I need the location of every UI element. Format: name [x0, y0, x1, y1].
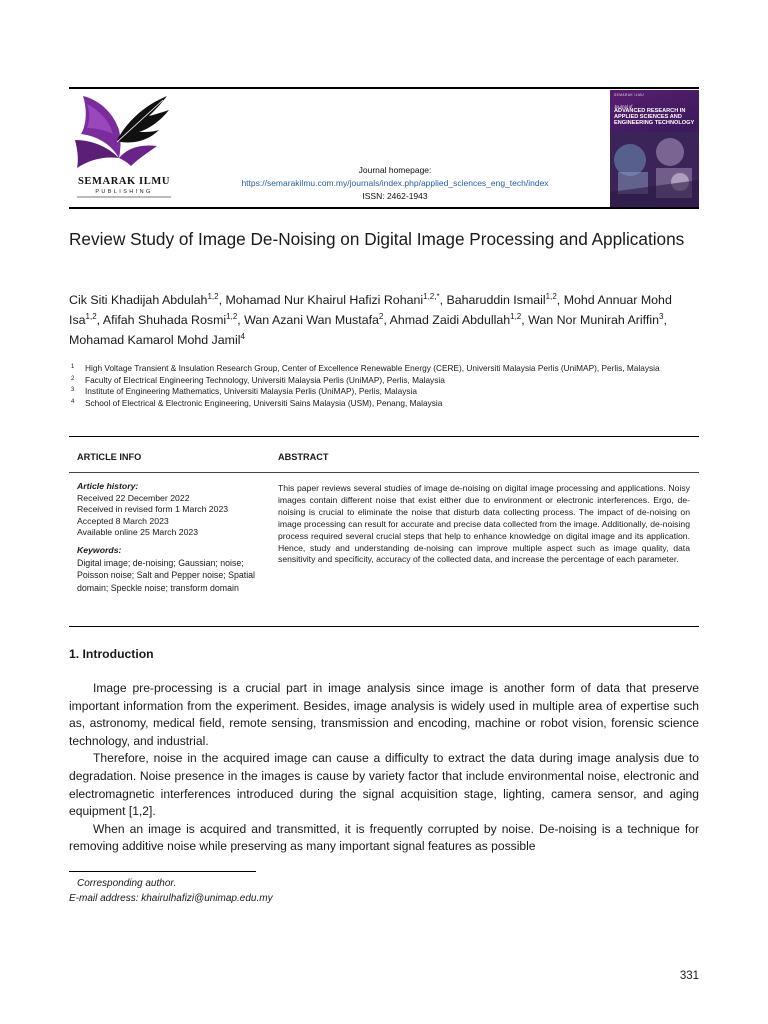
online-date: Available online 25 March 2023: [77, 527, 199, 537]
affiliation-number: 3: [71, 387, 75, 393]
publisher-logo: [69, 90, 179, 207]
logo-tagline-line: [77, 196, 171, 198]
affiliation-text: School of Electrical & Electronic Engineering, Universiti Sains Malaysia (USM), Penang, Malaysia: [85, 397, 443, 408]
intro-paragraph-2: Therefore, noise in the acquired image can cause a difficulty to extract the data during image analysis due to degradation. Noise presence in the images is cause by variety factor that include environmental noise, electronic and electromagnetic interferences introduced during the signal acquisition stage, lighting, camera sensor, and aging equipment [1,2].: [69, 751, 699, 819]
affiliation-text: Institute of Engineering Mathematics, Universiti Malaysia Perlis (UniMAP), Perlis, Malaysia: [85, 386, 417, 396]
author-affiliation-sup: 3: [658, 311, 664, 321]
author-affiliation-sup: 1,2: [545, 291, 557, 301]
logo-name: SEMARAK ILMU: [77, 176, 171, 187]
journal-info: [190, 164, 600, 203]
header-top-rule: [69, 87, 699, 89]
journal-cover: [610, 90, 699, 207]
author-affiliation-sup: 2: [378, 311, 384, 321]
page-number: 331: [679, 970, 699, 982]
author-name: Ahmad Zaidi Abdullah: [389, 313, 511, 327]
corresponding-email: E-mail address: khairulhafizi@unimap.edu.my: [69, 893, 273, 904]
abstract-text: This paper reviews several studies of image de-noising on digital image processing and applications. Noisy images contain different noise that exist either due to environment or electronic interferences. Ergo, de-noising is crucial to eliminate the noise that disturb data collecting process. The impact of de-noising on image processing can result for accurate and precise data collected from the image. Additionally, de-noising process required several crucial steps that help to enhance knowledge on digital image and its application. Hence, study and understanding de-noising can improve multiple aspect such as image quality, data sensitivity and specificity, accuracy of the collected data, and increase the percentage of each parameter.: [278, 483, 690, 565]
revised-date: Received in revised form 1 March 2023: [77, 504, 229, 514]
affiliation-number: 1: [71, 364, 75, 370]
author-name: Wan Azani Wan Mustafa: [244, 313, 379, 327]
author-name: Mohd Annuar Mohd Isa: [69, 293, 672, 327]
author-list: Cik Siti Khadijah Abdulah$^{1,2}$, Mohamad Nur Khairul Hafizi Rohani$^{1,2,*}$, Baharuddin Ismail$^{1,2}$, Mohd Annuar Mohd Isa$^{1,2}$, Afifah Shuhada Rosmi$^{1,2}$, Wan Azani Wan Mustafa$^2$, Ahmad Zaidi Abdullah$^{1,2}$, Wan Nor Munirah Ariffin$^3$, Mohamad Kamarol Mohd Jamil$^4$: [69, 291, 672, 347]
affiliation-list: [69, 363, 699, 409]
author-name: Baharuddin Ismail: [446, 293, 546, 307]
author-affiliation-sup: 1,2: [85, 311, 97, 321]
corresponding-author-note: Corresponding author.: [77, 878, 177, 889]
author-name: Mohamad Nur Khairul Hafizi Rohani: [225, 293, 424, 307]
author-name: Cik Siti Khadijah Abdulah: [69, 293, 208, 307]
homepage-link[interactable]: https://semarakilmu.com.my/journals/index.php/applied_sciences_eng_tech/index: [241, 178, 549, 188]
received-date: Received 22 December 2022: [77, 492, 190, 503]
author-name: Afifah Shuhada Rosmi: [102, 313, 227, 327]
affiliation-number: 4: [71, 398, 75, 405]
abstract-heading: ABSTRACT: [278, 452, 329, 462]
footnote-rule: [69, 871, 256, 872]
author-affiliation-sup: 1,2,*: [423, 291, 440, 301]
keywords-label: Keywords:: [77, 544, 122, 555]
author-affiliation-sup: 1,2: [510, 311, 522, 321]
cover-publisher: SEMARAK ILMU: [614, 93, 645, 97]
section-heading-introduction: 1. Introduction: [69, 647, 154, 661]
accepted-date: Accepted 8 March 2023: [77, 515, 169, 526]
intro-paragraph-3: When an image is acquired and transmitted, it is frequently corrupted by noise. De-noising is a technique for removing additive noise while preserving as many important signal features as possible: [69, 821, 699, 854]
intro-paragraph-1: Image pre-processing is a crucial part in image analysis since image is another form of data that preserve important information from the experiment. Besides, image analysis is widely used in multiple area of expertise such as, astronomy, medical field, remote sensing, transmission and encoding, machine or robot vision, forensic science technology, and industrial.: [69, 681, 699, 748]
author-affiliation-sup: 1,2: [226, 311, 238, 321]
info-top-rule: [69, 436, 699, 437]
logo-subtitle: PUBLISHING: [95, 189, 153, 195]
info-header-rule: [69, 472, 699, 473]
author-affiliation-sup: 1,2: [207, 291, 219, 301]
homepage-label: Journal homepage:: [358, 165, 432, 175]
affiliation: [69, 363, 699, 375]
issn: ISSN: 2462-1943: [362, 191, 428, 201]
author-name: Mohamad Kamarol Mohd Jamil: [69, 333, 241, 347]
info-bottom-rule: [69, 626, 699, 627]
affiliation: [69, 386, 699, 398]
introduction-body: [69, 680, 699, 856]
cover-artwork: [610, 132, 699, 207]
affiliation-text: Faculty of Electrical Engineering Technology, Universiti Malaysia Perlis (UniMAP), Perlis, Malaysia: [85, 374, 445, 385]
affiliation-number: 2: [71, 375, 75, 382]
article-info-heading: ARTICLE INFO: [77, 452, 142, 462]
cover-title: ADVANCED RESEARCH IN APPLIED SCIENCES AND ENGINEERING TECHNOLOGY: [614, 108, 695, 126]
book-feather-icon: [69, 90, 179, 178]
header-bottom-rule: [69, 207, 699, 209]
history-label: Article history:: [77, 481, 139, 491]
article-title: Review Study of Image De-Noising on Digital Image Processing and Applications: [69, 229, 685, 249]
author-name: Wan Nor Munirah Ariffin: [528, 313, 659, 327]
author-affiliation-sup: 4: [240, 331, 245, 341]
affiliation-text: High Voltage Transient & Insulation Research Group, Center of Excellence Renewable Energy (CERE), Universiti Malaysia Perlis (UniMAP), Perlis, Malaysia: [85, 363, 660, 373]
cover-journal-label: Journal of: [614, 104, 633, 109]
affiliation: [69, 375, 699, 387]
keywords: Digital image; de-noising; Gaussian; noise; Poisson noise; Salt and Pepper noise; Spatial domain; Speckle noise; transform domain: [77, 558, 256, 593]
article-info: [77, 481, 267, 594]
affiliation: [69, 398, 699, 410]
